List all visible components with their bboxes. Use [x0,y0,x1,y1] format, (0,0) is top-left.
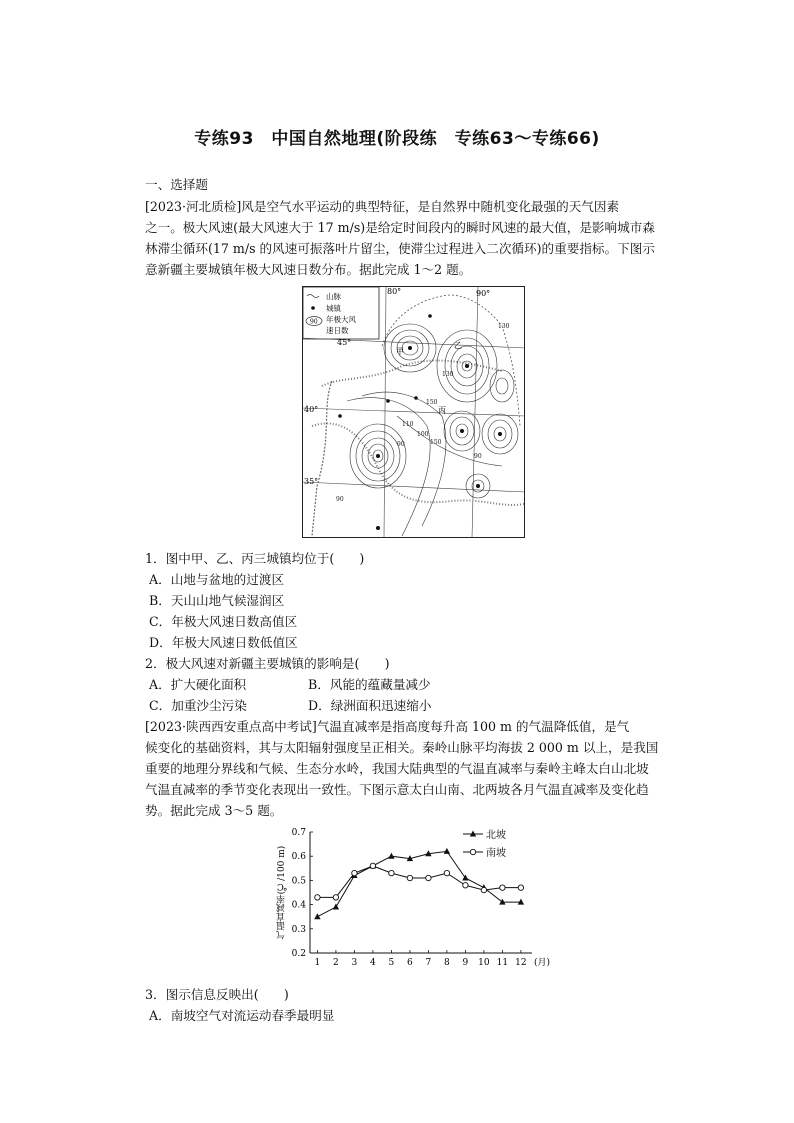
north-slope-point [333,904,339,910]
legend-label: 北坡 [486,830,506,841]
option: D．绿洲面积迅速缩小 [308,698,432,713]
option: C．加重沙尘污染 [149,698,247,713]
passage2-line: [2023·陕西西安重点高中考试]气温直减率是指高度每升高 100 m 的气温降低值，是气 [145,719,630,734]
x-tick-label: 2 [333,958,339,968]
south-slope-point [463,883,468,888]
y-tick-label: 0.2 [291,949,306,959]
x-axis-label: (月) [534,958,551,968]
lon-label: 80° [387,287,402,296]
south-slope-point [407,875,412,880]
north-slope-point [444,848,450,854]
option: B．天山山地气候湿润区 [149,593,285,608]
y-tick-label: 0.6 [291,852,306,863]
x-tick-label: 9 [462,958,469,968]
legend-text: 年极大风 [326,315,356,324]
x-tick-label: 6 [407,958,413,968]
passage1-line: 林滞尘循环(17 m/s 的风速可振落叶片留尘，使滞尘过程进入二次循环)的重要指标。下图示 [145,241,655,256]
south-slope-point [333,895,338,900]
x-tick-label: 3 [351,958,358,968]
north-slope-point [314,913,320,919]
south-slope-point [352,870,357,875]
legend-text: 山脉 [326,292,341,301]
legend-text: 90 [310,318,318,326]
y-tick-label: 0.3 [291,924,306,935]
legend-label: 南坡 [486,848,506,859]
contour-label: 130 [442,371,454,378]
x-tick-label: 12 [515,958,527,968]
passage2-line: 气温直减率的季节变化表现出一致性。下图示意太白山南、北两坡各月气温直减率及变化趋 [145,782,649,797]
option: A．山地与盆地的过渡区 [149,572,285,587]
legend-marker [470,849,475,854]
y-tick-label: 0.7 [291,828,306,838]
south-slope-point [315,895,320,900]
page-title: 专练93 中国自然地理(阶段练 专练63～专练66) [194,129,600,149]
place-label: 乙 [454,341,462,350]
lat-label: 35° [304,477,319,486]
option: A．南坡空气对流运动春季最明显 [149,1008,335,1023]
place-label: 甲 [396,347,404,356]
place-label: 丙 [438,406,446,415]
lat-label: 40° [304,405,319,414]
passage1-line: [2023·河北质检]风是空气水平运动的典型特征，是自然界中随机变化最强的天气因素 [145,199,620,214]
south-slope-point [370,863,375,868]
north-slope-point [388,853,394,859]
x-tick-label: 10 [478,958,490,968]
contour-label: 90 [397,441,405,448]
y-tick-label: 0.4 [291,900,306,911]
section-heading: 一、选择题 [145,177,208,192]
south-slope-point [444,870,449,875]
question-stem: 1．图中甲、乙、丙三城镇均位于( ) [145,551,365,566]
passage1-line: 之一。极大风速(最大风速大于 17 m/s)是给定时间段内的瞬时风速的最大值，是影响城市森 [145,220,655,235]
x-tick-label: 8 [444,958,450,968]
option: B．风能的蕴藏量减少 [308,677,431,692]
option: D．年极大风速日数低值区 [149,635,298,650]
south-slope-point [500,885,505,890]
contour-label: 100 [417,431,429,438]
option: C．年极大风速日数高值区 [149,614,298,629]
x-tick-label: 7 [425,958,432,968]
town-icon [311,306,315,310]
question-stem: 2．极大风速对新疆主要城镇的影响是( ) [145,656,390,671]
contour-label: 90 [336,496,344,503]
passage2-line: 重要的地理分界线和气候、生态分水岭，我国大陆典型的气温直减率与秦岭主峰太白山北坡 [145,761,649,776]
legend-text: 速日数 [326,326,349,335]
question-stem: 3．图示信息反映出( ) [145,987,289,1002]
lat-label: 45° [337,338,352,347]
passage1-line: 意新疆主要城镇年极大风速日数分布。据此完成 1～2 题。 [145,262,472,277]
passage2-line: 势。据此完成 3～5 题。 [145,803,283,818]
x-tick-label: 11 [496,958,509,968]
y-tick-label: 0.5 [291,876,306,887]
x-tick-label: 4 [370,958,376,968]
contour-label: 90 [474,453,482,460]
x-tick-label: 1 [314,958,321,968]
south-slope-point [518,885,523,890]
series-line-north [317,851,521,916]
contour-label: 110 [402,421,414,428]
lon-label: 90° [476,289,491,298]
x-tick-label: 5 [388,958,395,968]
south-slope-point [481,887,486,892]
contour-label: 150 [430,439,442,446]
contour-label: 150 [426,399,438,406]
passage2-line: 候变化的基础资料，其与太阳辐射强度呈正相关。秦岭山脉平均海拔 2 000 m 以上，是我国 [145,740,659,755]
north-slope-point [499,899,505,905]
north-slope-point [518,899,524,905]
xinjiang-wind-map [302,286,525,538]
lapse-rate-chart [268,826,553,976]
option: A．扩大硬化面积 [149,677,247,692]
contour-label: 130 [498,323,510,330]
south-slope-point [389,870,394,875]
legend-text: 城镇 [326,304,341,313]
y-axis-label: 气温直减率(℃/100 m) [277,845,287,940]
south-slope-point [426,875,431,880]
